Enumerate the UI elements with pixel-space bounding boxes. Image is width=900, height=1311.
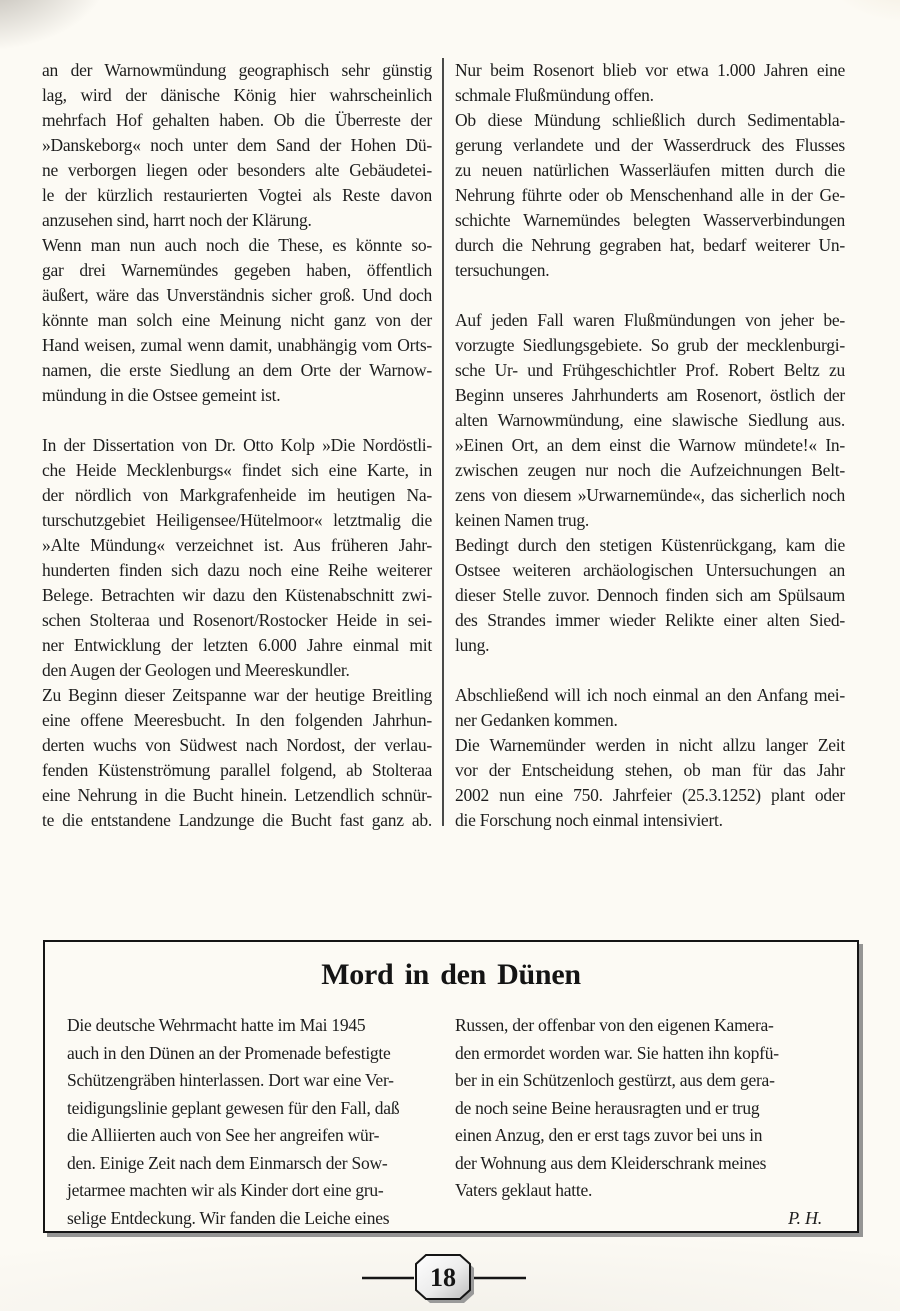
text-line: mündung in die Ostsee gemeint ist. <box>42 385 281 405</box>
text-line: Auf jeden Fall waren Flußmündungen von jeher be- <box>455 310 845 330</box>
paragraph-block <box>455 683 845 833</box>
text-line: ber in ein Schützenloch gestürzt, aus dem gera- <box>455 1070 775 1090</box>
text-line: lung. <box>455 635 490 655</box>
paragraph-block <box>42 58 432 408</box>
story-box-left-column <box>67 1012 445 1232</box>
text-line: die Forschung noch einmal intensiviert. <box>455 810 723 830</box>
text-line: »Danskeborg« noch unter dem Sand der Hohen Dü- <box>42 135 432 155</box>
text-line: namen, die erste Siedlung an dem Orte der Warnow- <box>42 360 432 380</box>
text-line: gar drei Warnemündes gegeben haben, öffentlich <box>42 260 432 280</box>
text-line: ner Gedanken kommen. <box>455 710 618 730</box>
text-line: keinen Namen trug. <box>455 510 589 530</box>
text-line: Belege. Betrachten wir dazu den Küstenabschnitt zwi- <box>42 585 432 605</box>
paragraph-block <box>455 308 845 658</box>
text-line: schichte Warnemündes belegten Wasserverbindungen <box>455 210 845 230</box>
text-line: äußert, wäre das Unverständnis sicher groß. Und doch <box>42 285 432 305</box>
column-divider-rule <box>442 58 444 826</box>
text-line: Ostsee weiteren archäologischen Untersuchungen an <box>455 560 845 580</box>
text-line: Die Warnemünder werden in nicht allzu langer Zeit <box>455 735 845 755</box>
text-line: ner Entwicklung der letzten 6.000 Jahre einmal mit <box>42 635 432 655</box>
text-line: 2002 nun eine 750. Jahrfeier (25.3.1252) plant oder <box>455 785 845 805</box>
text-line: zens von diesem »Urwarnemünde«, das sicherlich noch <box>455 485 845 505</box>
text-line: alten Warnowmündung, eine slawische Siedlung aus. <box>455 410 845 430</box>
article-left-column <box>42 58 432 833</box>
text-line: den. Einige Zeit nach dem Einmarsch der Sow- <box>67 1152 388 1173</box>
text-line: Nehrung führte oder ob Menschenhand alle in der Ge- <box>455 185 845 205</box>
story-box-right-column <box>455 1012 838 1232</box>
text-line: Zu Beginn dieser Zeitspanne war der heutige Breitling <box>42 685 432 705</box>
text-line: che Heide Mecklenburgs« findet sich eine Karte, in <box>42 460 432 480</box>
text-line: ne verborgen liegen oder besonders alte Gebäudetei- <box>42 160 432 180</box>
text-line: derten wuchs von Südwest nach Nordost, der verlau- <box>42 735 432 755</box>
text-line: turschutzgebiet Heiligensee/Hütelmoor« letztmalig die <box>42 510 432 530</box>
text-line: dieser Stelle zuvor. Dennoch finden sich am Spülsaum <box>455 585 845 605</box>
story-box-right-lines <box>455 1012 838 1205</box>
text-line: »Alte Mündung« verzeichnet ist. Aus früheren Jahr- <box>42 535 432 555</box>
text-line: Hand weisen, zumal wenn damit, unabhängig vom Orts- <box>42 335 432 355</box>
text-line: gerung verlandete und der Wasserdruck des Flusses <box>455 135 845 155</box>
text-line: einen Anzug, den er erst tags zuvor bei uns in <box>455 1125 763 1145</box>
text-line: le der kürzlich restaurierten Vogtei als Reste davon <box>42 185 432 205</box>
page-number: 18 <box>430 1263 456 1292</box>
story-signature: P. H. <box>788 1207 822 1228</box>
text-line: anzusehen sind, harrt noch der Klärung. <box>42 210 312 230</box>
text-line: fenden Küstenströmung parallel folgend, ab Stolteraa <box>42 760 432 780</box>
text-line: teidigungslinie geplant gewesen für den Fall, daß <box>67 1097 400 1118</box>
text-line: jetarmee machten wir als Kinder dort eine gru- <box>67 1180 384 1200</box>
story-box <box>43 940 859 1233</box>
text-line: mehrfach Hof gehalten haben. Ob die Überreste der <box>42 110 432 130</box>
text-line: könnte man solch eine Meinung nicht ganz von der <box>42 310 432 330</box>
text-line: Bedingt durch den stetigen Küstenrückgang, kam die <box>455 535 845 555</box>
text-line: vorzugte Siedlungsgebiete. So grub der mecklenburgi- <box>455 335 845 355</box>
text-line: hunderten finden sich dazu noch eine Reihe weiterer <box>42 560 432 580</box>
text-line: zu neuen natürlichen Wasserläufen mitten durch die <box>455 160 845 180</box>
page-number-ornament <box>334 1250 554 1306</box>
text-line: die Alliierten auch von See her angreifen wür- <box>67 1125 380 1145</box>
text-line: eine offene Meeresbucht. In den folgenden Jahrhun- <box>42 710 432 730</box>
text-line: Nur beim Rosenort blieb vor etwa 1.000 Jahren eine <box>455 60 845 80</box>
text-line: lag, wird der dänische König hier wahrscheinlich <box>42 85 432 105</box>
text-line: durch die Nehrung gegraben hat, bedarf weiterer Un- <box>455 235 845 255</box>
text-line: auch in den Dünen an der Promenade befestigte <box>67 1042 391 1063</box>
text-line: der nördlich von Markgrafenheide im heutigen Na- <box>42 485 432 505</box>
text-line: zwischen zeugen nur noch die Aufzeichnungen Belt- <box>455 460 845 480</box>
text-line: des Strandes immer wieder Relikte einer alten Sied- <box>455 610 845 630</box>
paragraph-block <box>42 433 432 833</box>
page-footer <box>334 1250 554 1306</box>
text-line: den ermordet worden war. Sie hatten ihn kopfü- <box>455 1042 779 1063</box>
text-line: der Wohnung aus dem Kleiderschrank meines <box>455 1152 767 1173</box>
text-line: Schützengräben hinterlassen. Dort war eine Ver- <box>67 1070 394 1090</box>
text-line: Russen, der offenbar von den eigenen Kamera- <box>455 1015 774 1035</box>
story-box-title: Mord in den Dünen <box>321 958 581 991</box>
text-line: de noch seine Beine herausragten und er trug <box>455 1097 760 1118</box>
text-line: te die entstandene Landzunge die Bucht fast ganz ab. <box>42 810 432 830</box>
text-line: schen Stolteraa und Rosenort/Rostocker Heide in sei- <box>42 610 432 630</box>
text-line: Ob diese Mündung schließlich durch Sedimentabla- <box>455 110 845 130</box>
text-line: Vaters geklaut hatte. <box>455 1180 593 1200</box>
text-line: sche Ur- und Frühgeschichtler Prof. Robert Beltz zu <box>455 360 845 380</box>
paragraph-block <box>455 58 845 283</box>
text-line: vor der Entscheidung stehen, ob man für das Jahr <box>455 760 845 780</box>
text-line: Wenn man nun auch noch die These, es könnte so- <box>42 235 432 255</box>
text-line: tersuchungen. <box>455 260 550 280</box>
article-right-column <box>455 58 845 833</box>
text-line: eine Nehrung in die Bucht hinein. Letzendlich schnür- <box>42 785 432 805</box>
text-line: an der Warnowmündung geographisch sehr günstig <box>42 60 432 80</box>
text-line: »Einen Ort, an dem einst die Warnow mündete!« In- <box>455 435 845 455</box>
text-line: den Augen der Geologen und Meereskundler. <box>42 660 350 680</box>
text-line: In der Dissertation von Dr. Otto Kolp »Die Nordöstli- <box>42 435 432 455</box>
text-line: Beginn unseres Jahrhunderts am Rosenort, östlich der <box>455 385 845 405</box>
text-line: Abschließend will ich noch einmal an den Anfang mei- <box>455 685 845 705</box>
text-line: Die deutsche Wehrmacht hatte im Mai 1945 <box>67 1015 366 1035</box>
text-line: schmale Flußmündung offen. <box>455 85 654 105</box>
text-line: selige Entdeckung. Wir fanden die Leiche eines <box>67 1207 390 1228</box>
